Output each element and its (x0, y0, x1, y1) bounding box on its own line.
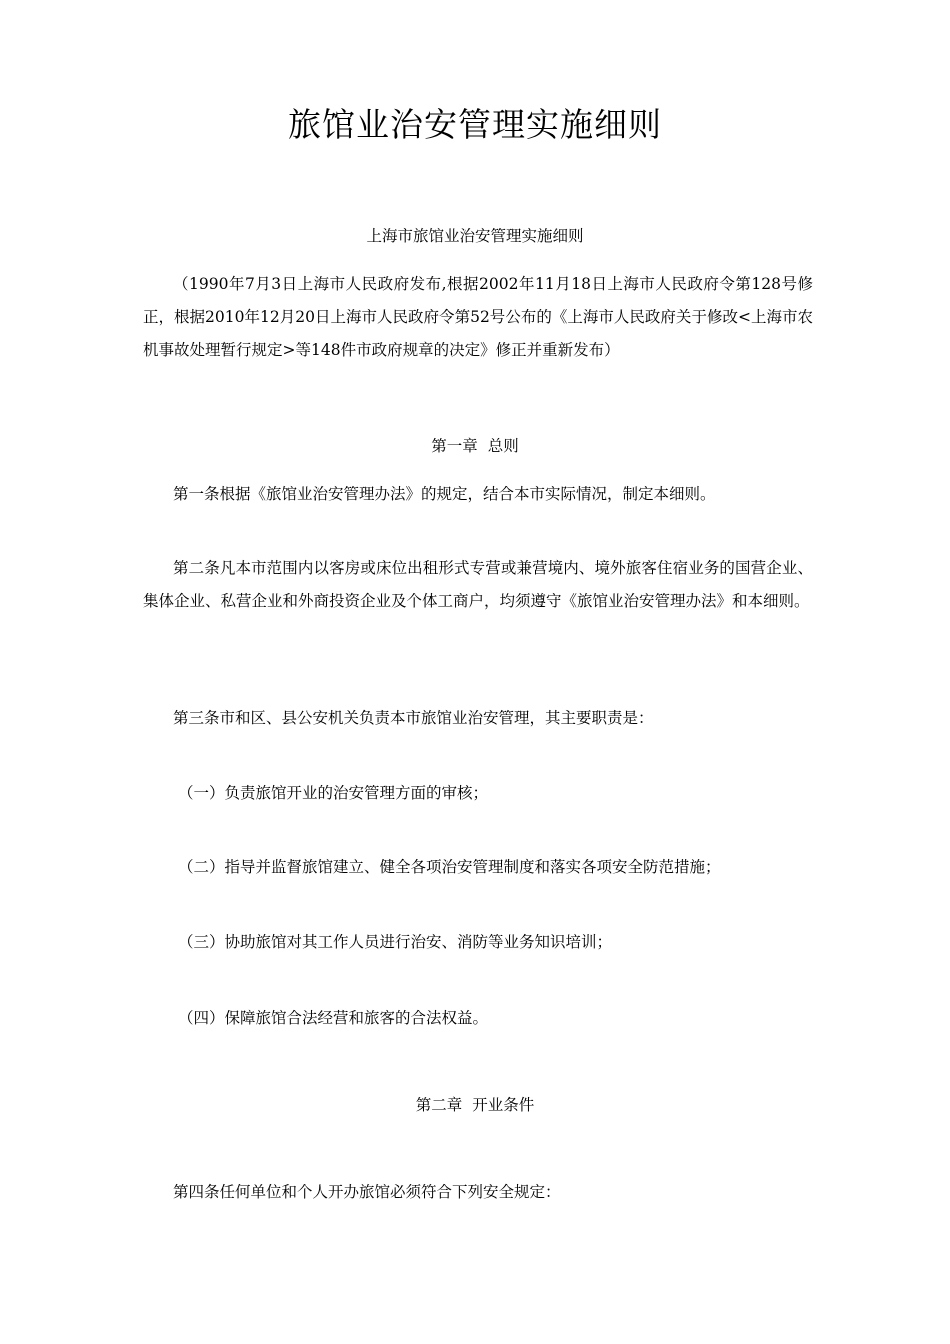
article-3-item-3: （三）协助旅馆对其工作人员进行治安、消防等业务知识培训； (178, 933, 613, 951)
chapter-2-heading (0, 1091, 950, 1119)
source-note: （1990年7月3日上海市人民政府发布,根据2002年11月18日上海市人民政府令第128号修正，根据2010年12月20日上海市人民政府令第52号公布的《上海市人民政府关于修改<上海市农机事故处理暂行规定>等148件市政府规章的决定》修正并重新发布） (143, 275, 813, 359)
article-1: 第一条根据《旅馆业治安管理办法》的规定，结合本市实际情况，制定本细则。 (173, 485, 716, 503)
chapter-1-number: 第一章 (431, 437, 478, 455)
chapter-2-number: 第二章 (415, 1096, 463, 1114)
article-2: 第二条凡本市范围内以客房或床位出租形式专营或兼营境内、境外旅客住宿业务的国营企业、集体企业、私营企业和外商投资企业及个体工商户，均须遵守《旅馆业治安管理办法》和本细则。 (143, 559, 813, 610)
document-title: 旅馆业治安管理实施细则 (288, 105, 662, 144)
article-3-item-2: （二）指导并监督旅馆建立、健全各项治安管理制度和落实各项安全防范措施； (178, 858, 721, 876)
chapter-1-heading (0, 432, 950, 460)
chapter-2-name: 开业条件 (472, 1096, 535, 1114)
article-3-item-4: （四）保障旅馆合法经营和旅客的合法权益。 (178, 1009, 489, 1027)
chapter-1-name: 总则 (487, 437, 519, 455)
article-3: 第三条市和区、县公安机关负责本市旅馆业治安管理，其主要职责是： (173, 709, 654, 727)
article-4: 第四条任何单位和个人开办旅馆必须符合下列安全规定： (173, 1183, 561, 1201)
article-3-item-1: （一）负责旅馆开业的治安管理方面的审核； (178, 784, 489, 802)
document-subtitle: 上海市旅馆业治安管理实施细则 (366, 227, 584, 245)
